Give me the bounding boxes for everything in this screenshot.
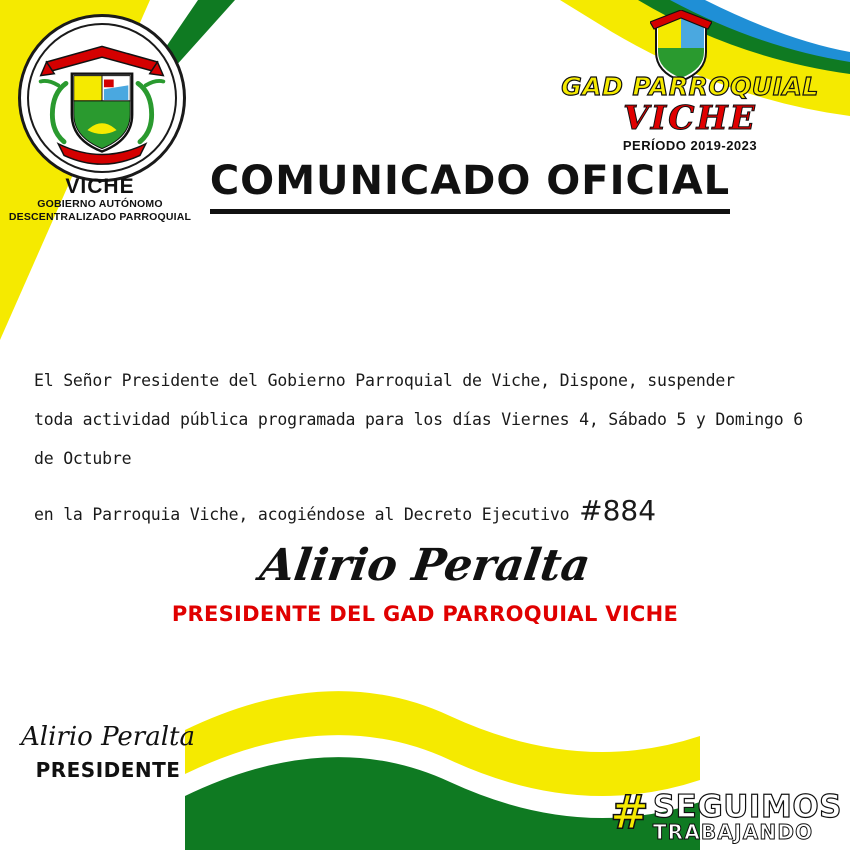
footer-signature-role: PRESIDENTE bbox=[35, 758, 181, 782]
logo-gad-text: GAD PARROQUIAL bbox=[561, 72, 819, 101]
page-title-text: COMUNICADO OFICIAL bbox=[210, 158, 730, 214]
gad-logo bbox=[530, 0, 850, 180]
body-line-1: El Señor Presidente del Gobierno Parroquial de Viche, Dispone, suspender bbox=[34, 371, 735, 390]
hashtag-word-1: SEGUIMOS bbox=[652, 788, 842, 825]
hashtag-words bbox=[652, 788, 842, 844]
body-line-2: toda actividad pública programada para los días Viernes 4, Sábado 5 y Domingo 6 de Octubre bbox=[34, 409, 803, 468]
body-line-3: en la Parroquia Viche, acogiéndose al Decreto Ejecutivo bbox=[34, 505, 580, 525]
announcement-body bbox=[34, 362, 830, 544]
decree-number: #884 bbox=[579, 494, 657, 528]
seal-subtitle-1: GOBIERNO AUTÓNOMO bbox=[37, 198, 163, 211]
logo-viche-text: VICHE bbox=[623, 98, 757, 137]
logo-text bbox=[530, 74, 850, 153]
seal-subtitle-2: DESCENTRALIZADO PARROQUIAL bbox=[8, 211, 192, 224]
signature-role: PRESIDENTE DEL GAD PARROQUIAL VICHE bbox=[171, 602, 679, 626]
coat-of-arms-icon bbox=[18, 14, 186, 182]
logo-period-text: PERÍODO 2019-2023 bbox=[622, 138, 758, 153]
hashtag-word-2: TRABAJANDO bbox=[652, 820, 814, 844]
hashtag-symbol: # bbox=[610, 784, 649, 839]
page-title bbox=[0, 158, 850, 214]
coat-of-arms-graphic bbox=[29, 25, 175, 171]
footer-signature-name: Alirio Peralta bbox=[21, 722, 195, 752]
footer-signature bbox=[8, 722, 208, 782]
seal-inner-ring bbox=[27, 23, 177, 173]
signature-name: Alirio Peralta bbox=[256, 540, 594, 591]
seal-name: VICHE bbox=[65, 175, 135, 198]
hashtag-slogan bbox=[610, 784, 842, 844]
body-line-3-wrap bbox=[34, 478, 830, 544]
